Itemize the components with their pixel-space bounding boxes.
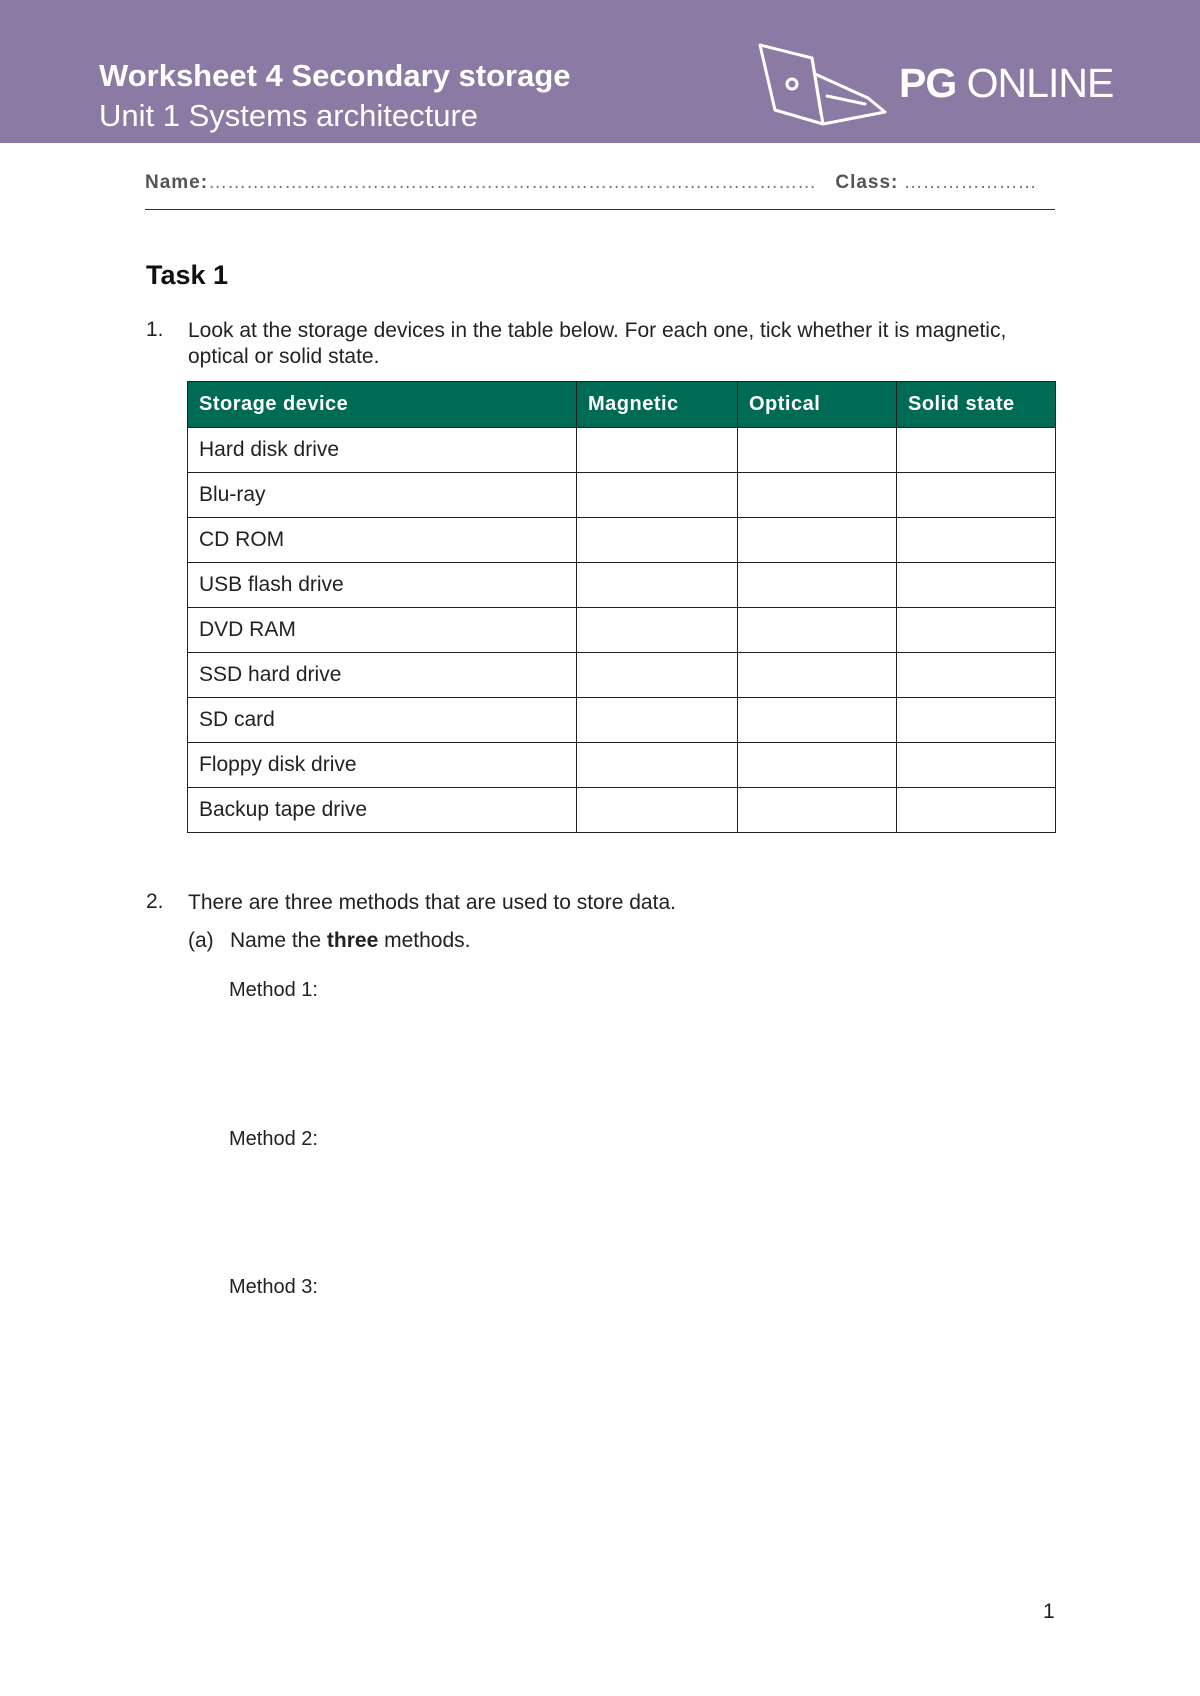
question-1-number: 1.	[146, 318, 164, 341]
device-name: USB flash drive	[188, 563, 577, 608]
table-header-row	[188, 382, 1056, 428]
solid-state-tick-cell[interactable]	[897, 743, 1056, 788]
laptop-icon	[755, 40, 895, 130]
method-3-label: Method 3:	[229, 1276, 318, 1298]
table-row	[188, 428, 1056, 473]
solid-state-tick-cell[interactable]	[897, 473, 1056, 518]
magnetic-tick-cell[interactable]	[577, 653, 738, 698]
brand-pg: PG	[899, 60, 957, 106]
magnetic-tick-cell[interactable]	[577, 518, 738, 563]
question-1-text: Look at the storage devices in the table below. For each one, tick whether it is magnetic, optical or solid state.	[188, 319, 1007, 368]
name-class-line	[145, 172, 1055, 210]
table-row	[188, 653, 1056, 698]
magnetic-tick-cell[interactable]	[577, 428, 738, 473]
header-storage-device: Storage device	[188, 382, 577, 428]
solid-state-tick-cell[interactable]	[897, 653, 1056, 698]
table-row	[188, 788, 1056, 833]
device-name: Blu-ray	[188, 473, 577, 518]
question-2-text: There are three methods that are used to store data.	[188, 891, 676, 914]
device-name: Backup tape drive	[188, 788, 577, 833]
magnetic-tick-cell[interactable]	[577, 743, 738, 788]
page-number: 1	[1043, 1600, 1055, 1623]
q2a-text-after: methods.	[378, 929, 471, 952]
question-2-number: 2.	[146, 890, 164, 913]
worksheet-title: Worksheet 4 Secondary storage	[99, 58, 571, 93]
optical-tick-cell[interactable]	[738, 428, 897, 473]
optical-tick-cell[interactable]	[738, 518, 897, 563]
solid-state-tick-cell[interactable]	[897, 788, 1056, 833]
header-magnetic: Magnetic	[577, 382, 738, 428]
table-row	[188, 473, 1056, 518]
optical-tick-cell[interactable]	[738, 653, 897, 698]
unit-subtitle: Unit 1 Systems architecture	[99, 98, 479, 133]
question-2a-text	[230, 928, 470, 954]
question-2a-label: (a)	[188, 929, 214, 952]
magnetic-tick-cell[interactable]	[577, 563, 738, 608]
device-name: SSD hard drive	[188, 653, 577, 698]
q2a-text-bold: three	[326, 929, 379, 952]
optical-tick-cell[interactable]	[738, 608, 897, 653]
optical-tick-cell[interactable]	[738, 563, 897, 608]
class-field[interactable]: …………………	[903, 172, 1037, 193]
table-row	[188, 698, 1056, 743]
magnetic-tick-cell[interactable]	[577, 608, 738, 653]
class-label: Class:	[835, 172, 899, 193]
magnetic-tick-cell[interactable]	[577, 788, 738, 833]
optical-tick-cell[interactable]	[738, 743, 897, 788]
optical-tick-cell[interactable]	[738, 698, 897, 743]
table-row	[188, 743, 1056, 788]
task-title: Task 1	[146, 260, 229, 290]
device-name: SD card	[188, 698, 577, 743]
name-field[interactable]: ……………………………………………………………………………………	[208, 172, 817, 193]
solid-state-tick-cell[interactable]	[897, 608, 1056, 653]
method-2-label: Method 2:	[229, 1128, 318, 1150]
device-name: Hard disk drive	[188, 428, 577, 473]
table-row	[188, 518, 1056, 563]
solid-state-tick-cell[interactable]	[897, 518, 1056, 563]
optical-tick-cell[interactable]	[738, 473, 897, 518]
device-name: CD ROM	[188, 518, 577, 563]
magnetic-tick-cell[interactable]	[577, 473, 738, 518]
brand-online: ONLINE	[966, 60, 1114, 106]
device-name: DVD RAM	[188, 608, 577, 653]
method-1-label: Method 1:	[229, 979, 318, 1001]
table-row	[188, 563, 1056, 608]
header-solid-state: Solid state	[897, 382, 1056, 428]
solid-state-tick-cell[interactable]	[897, 428, 1056, 473]
q2a-text-before: Name the	[230, 929, 327, 952]
brand-logo-text	[899, 60, 1113, 107]
solid-state-tick-cell[interactable]	[897, 698, 1056, 743]
storage-device-table	[187, 381, 1056, 833]
header-banner	[0, 0, 1200, 143]
table-row	[188, 608, 1056, 653]
header-optical: Optical	[738, 382, 897, 428]
solid-state-tick-cell[interactable]	[897, 563, 1056, 608]
optical-tick-cell[interactable]	[738, 788, 897, 833]
magnetic-tick-cell[interactable]	[577, 698, 738, 743]
name-label: Name:	[145, 172, 209, 193]
device-name: Floppy disk drive	[188, 743, 577, 788]
